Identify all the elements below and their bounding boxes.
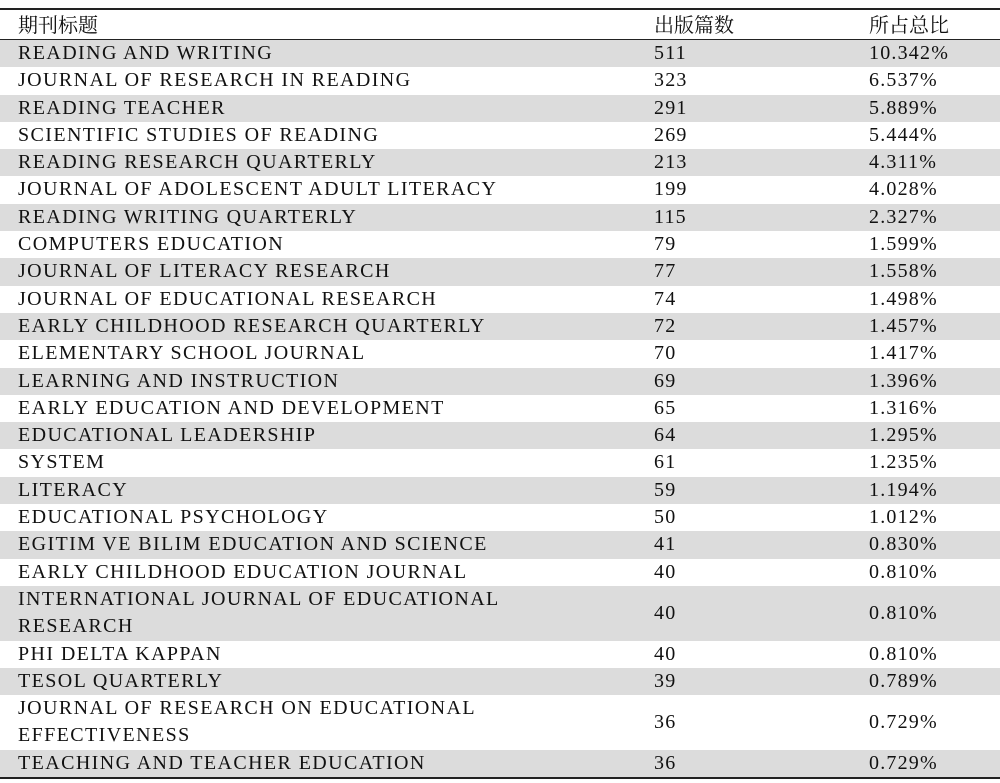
table-row (0, 40, 1000, 68)
ratio-cell: 1.558% (869, 260, 938, 283)
ratio-cell: 0.830% (869, 533, 938, 556)
table-row (0, 340, 1000, 367)
count-cell: 40 (654, 560, 677, 583)
ratio-cell: 1.498% (869, 287, 938, 310)
journal-title-cell: EARLY EDUCATION AND DEVELOPMENT (18, 396, 445, 419)
ratio-cell: 0.810% (869, 601, 938, 624)
table-body (0, 40, 1000, 779)
ratio-cell: 0.789% (869, 669, 938, 692)
journal-title-cell: LITERACY (18, 478, 129, 501)
header-publication-count: 出版篇数 (654, 12, 734, 37)
count-cell: 269 (654, 123, 688, 146)
table-row (0, 531, 1000, 558)
journal-title-cell: JOURNAL OF RESEARCH IN READING (18, 69, 412, 92)
journal-title-line: JOURNAL OF RESEARCH ON EDUCATIONAL (18, 697, 476, 720)
journal-title-cell: EGITIM VE BILIM EDUCATION AND SCIENCE (18, 533, 488, 556)
ratio-cell: 5.444% (869, 123, 938, 146)
journal-title-cell: LEARNING AND INSTRUCTION (18, 369, 340, 392)
journal-title-cell: EARLY CHILDHOOD RESEARCH QUARTERLY (18, 314, 486, 337)
table-row (0, 586, 1000, 641)
journal-title-cell: TEACHING AND TEACHER EDUCATION (18, 751, 426, 774)
ratio-cell: 1.457% (869, 314, 938, 337)
ratio-cell: 1.316% (869, 396, 938, 419)
ratio-cell: 2.327% (869, 205, 938, 228)
count-cell: 72 (654, 314, 677, 337)
journal-title-cell: SCIENTIFIC STUDIES OF READING (18, 123, 380, 146)
ratio-cell: 1.417% (869, 342, 938, 365)
count-cell: 61 (654, 451, 677, 474)
ratio-cell: 1.235% (869, 451, 938, 474)
count-cell: 213 (654, 151, 688, 174)
table-row (0, 477, 1000, 504)
journal-title-cell (0, 586, 640, 641)
journal-title-cell: SYSTEM (18, 451, 106, 474)
table-row (0, 67, 1000, 94)
table-row (0, 149, 1000, 176)
table-row (0, 368, 1000, 395)
table-row (0, 422, 1000, 449)
journal-title-line: EFFECTIVENESS (18, 724, 191, 747)
journal-title-line: RESEARCH (18, 615, 134, 638)
table-row (0, 750, 1000, 778)
count-cell: 36 (654, 751, 677, 774)
table-row (0, 668, 1000, 695)
count-cell: 40 (654, 601, 677, 624)
table-row (0, 395, 1000, 422)
journal-table (0, 8, 1000, 779)
count-cell: 50 (654, 506, 677, 529)
table-row (0, 504, 1000, 531)
count-cell: 69 (654, 369, 677, 392)
count-cell: 59 (654, 478, 677, 501)
table-row (0, 176, 1000, 203)
journal-title-cell: EDUCATIONAL LEADERSHIP (18, 424, 317, 447)
ratio-cell: 0.810% (869, 642, 938, 665)
ratio-cell: 1.599% (869, 233, 938, 256)
table-row (0, 231, 1000, 258)
journal-title-cell: TESOL QUARTERLY (18, 669, 224, 692)
count-cell: 79 (654, 233, 677, 256)
journal-title-cell: READING RESEARCH QUARTERLY (18, 151, 377, 174)
ratio-cell: 4.028% (869, 178, 938, 201)
table-row (0, 258, 1000, 285)
journal-title-cell: JOURNAL OF ADOLESCENT ADULT LITERACY (18, 178, 498, 201)
journal-title-cell: EDUCATIONAL PSYCHOLOGY (18, 506, 329, 529)
table-row (0, 449, 1000, 476)
journal-title-cell: COMPUTERS EDUCATION (18, 233, 285, 256)
table-row (0, 695, 1000, 750)
count-cell: 40 (654, 642, 677, 665)
journal-title-cell (0, 695, 640, 750)
ratio-cell: 0.729% (869, 710, 938, 733)
table-header (0, 9, 1000, 40)
count-cell: 70 (654, 342, 677, 365)
count-cell: 36 (654, 710, 677, 733)
ratio-cell: 1.295% (869, 424, 938, 447)
table-row (0, 313, 1000, 340)
journal-title-cell: READING AND WRITING (18, 42, 274, 64)
journal-title-cell: READING WRITING QUARTERLY (18, 205, 358, 228)
table-row (0, 559, 1000, 586)
ratio-cell: 0.810% (869, 560, 938, 583)
count-cell: 115 (654, 205, 687, 228)
header-row (0, 9, 1000, 40)
ratio-cell: 1.194% (869, 478, 938, 501)
table-row (0, 204, 1000, 231)
header-journal-title: 期刊标题 (18, 12, 98, 37)
count-cell: 41 (654, 533, 677, 556)
count-cell: 74 (654, 287, 677, 310)
ratio-cell: 0.729% (869, 751, 938, 774)
count-cell: 511 (654, 42, 687, 64)
ratio-cell: 1.396% (869, 369, 938, 392)
ratio-cell: 5.889% (869, 96, 938, 119)
journal-title-cell: EARLY CHILDHOOD EDUCATION JOURNAL (18, 560, 468, 583)
ratio-cell: 4.311% (869, 151, 938, 174)
table-row (0, 122, 1000, 149)
ratio-cell: 6.537% (869, 69, 938, 92)
count-cell: 64 (654, 424, 677, 447)
table-row (0, 641, 1000, 668)
count-cell: 323 (654, 69, 688, 92)
journal-title-cell: READING TEACHER (18, 96, 226, 119)
journal-title-cell: ELEMENTARY SCHOOL JOURNAL (18, 342, 366, 365)
count-cell: 65 (654, 396, 677, 419)
table-row (0, 286, 1000, 313)
count-cell: 291 (654, 96, 688, 119)
journal-title-line: INTERNATIONAL JOURNAL OF EDUCATIONAL (18, 587, 500, 610)
ratio-cell: 10.342% (869, 42, 950, 64)
journal-title-cell: JOURNAL OF EDUCATIONAL RESEARCH (18, 287, 438, 310)
journal-title-cell: JOURNAL OF LITERACY RESEARCH (18, 260, 391, 283)
count-cell: 199 (654, 178, 688, 201)
table-row (0, 95, 1000, 122)
ratio-cell: 1.012% (869, 506, 938, 529)
header-share-ratio: 所占总比 (869, 12, 949, 37)
journal-title-cell: PHI DELTA KAPPAN (18, 642, 222, 665)
count-cell: 39 (654, 669, 677, 692)
count-cell: 77 (654, 260, 677, 283)
